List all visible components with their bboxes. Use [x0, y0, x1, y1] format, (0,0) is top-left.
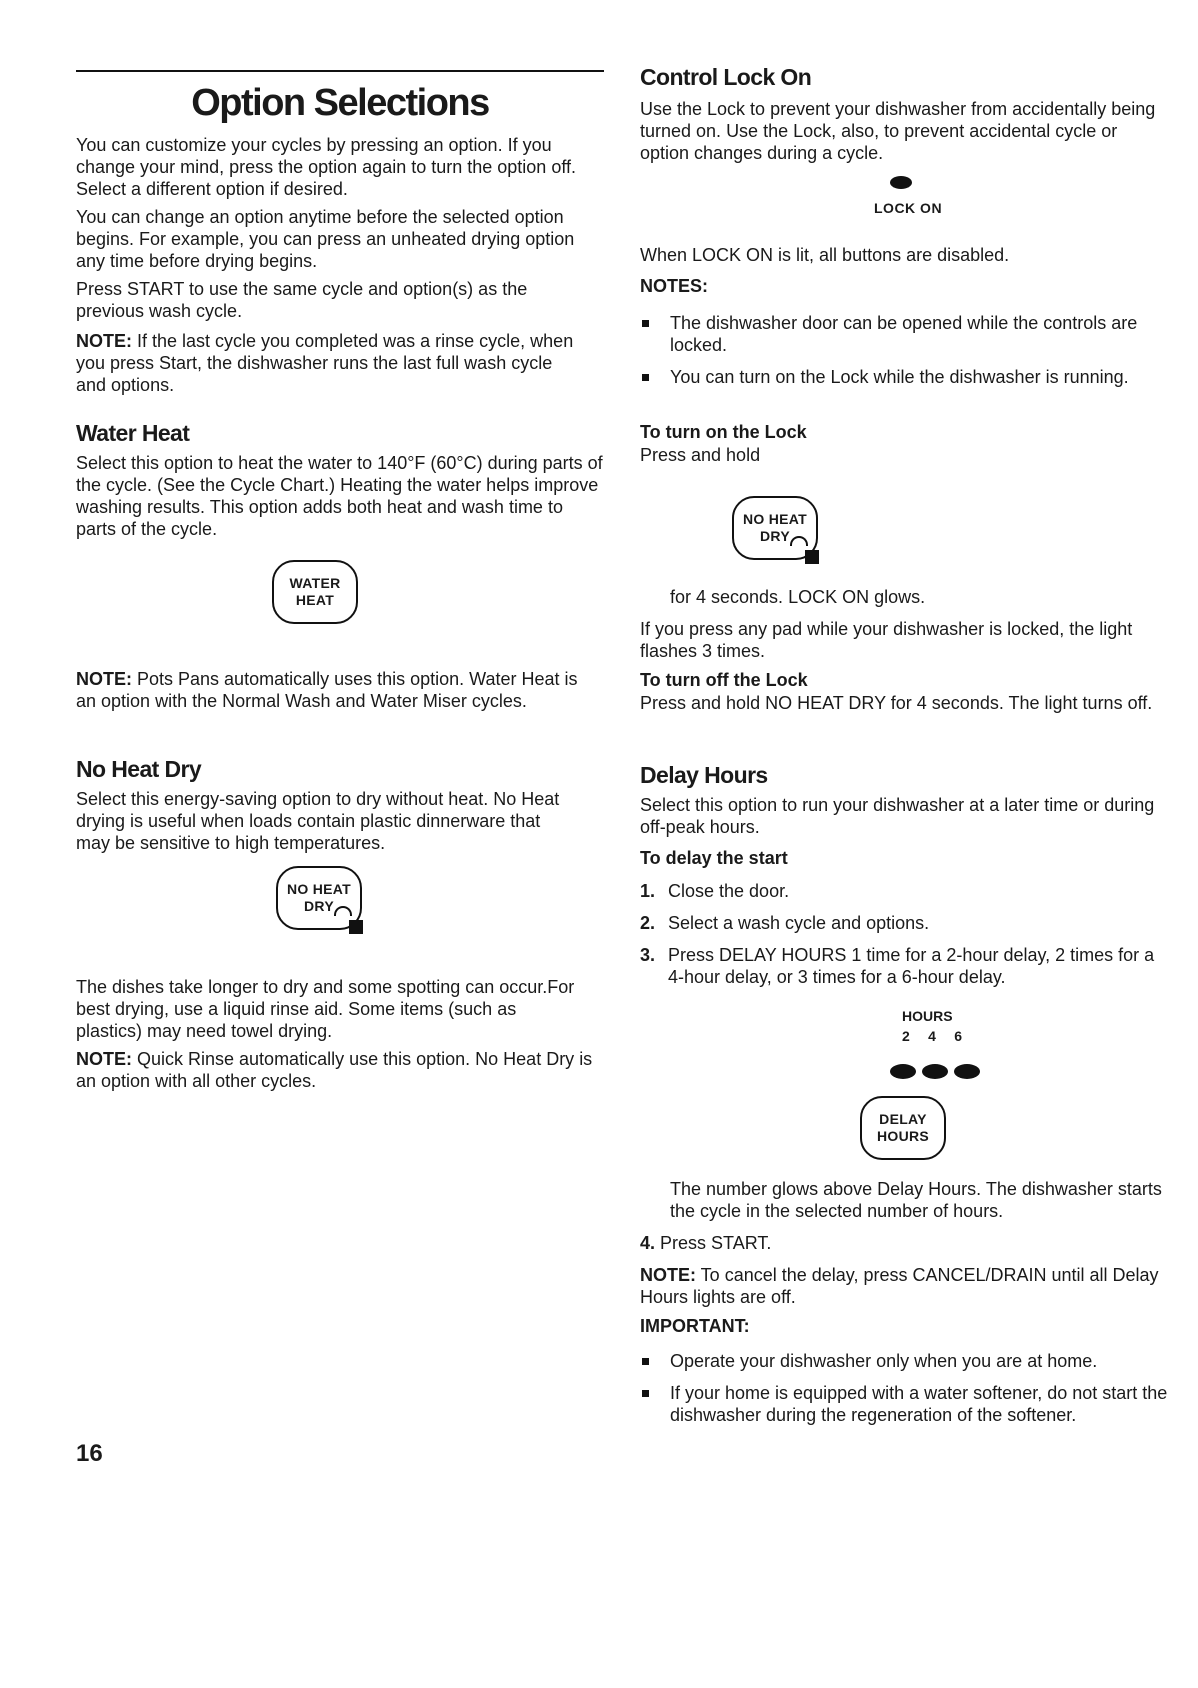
lock-on-light-icon [890, 176, 912, 194]
intro-paragraph-2: You can change an option anytime before the selected option begins. For example, you can press an unheated drying option any time before drying begins. [76, 207, 575, 271]
delay-hours-body: Select this option to run your dishwasher at a later time or during off-peak hours. [640, 795, 1155, 837]
control-lock-heading: Control Lock On [640, 64, 812, 90]
turn-on-lock-text: Press and hold [640, 445, 761, 465]
hours-value: 4 [928, 1028, 936, 1044]
delay-hours-heading: Delay Hours [640, 762, 768, 788]
note-item: The dishwasher door can be opened while the controls are locked. [640, 312, 1168, 356]
step-item [640, 880, 1168, 902]
notes-label: NOTES: [640, 276, 709, 296]
water-heat-note-label: NOTE: [76, 669, 132, 689]
water-heat-button-line2: HEAT [295, 592, 335, 608]
no-heat-dry-note-label: NOTE: [76, 1049, 132, 1069]
step-text: Close the door. [668, 881, 790, 901]
lock-button-line2: DRY [760, 528, 790, 544]
step-item [640, 912, 1168, 934]
delay-button-line2: HOURS [876, 1128, 930, 1144]
delay-start-heading: To delay the start [640, 848, 788, 868]
page-title: Option Selections [191, 82, 489, 124]
intro-paragraph-3: Press START to use the same cycle and option(s) as the previous wash cycle. [76, 279, 528, 321]
page-number: 16 [76, 1440, 103, 1467]
delay-hours-button[interactable] [860, 1096, 946, 1160]
no-heat-dry-button-line2: DRY [304, 898, 334, 914]
water-heat-note [76, 668, 586, 712]
indicator-light-icon [790, 536, 808, 546]
delay-glow-text: The number glows above Delay Hours. The dishwasher starts the cycle in the selected number of hours. [670, 1179, 1162, 1221]
title-rule [76, 70, 604, 72]
hours-value: 2 [902, 1028, 910, 1044]
lock-on-label: LOCK ON [874, 200, 943, 216]
intro-note-label: NOTE: [76, 331, 132, 351]
hours-light-icon [922, 1064, 948, 1079]
control-lock-notes [640, 312, 1168, 398]
lock-glow-text: for 4 seconds. LOCK ON glows. [670, 587, 926, 607]
turn-on-lock-heading: To turn on the Lock [640, 422, 807, 442]
no-heat-dry-button[interactable] [276, 866, 362, 930]
hours-lights [890, 1064, 980, 1079]
intro-note [76, 330, 586, 396]
step-number: 1. [640, 881, 656, 901]
hours-value: 6 [954, 1028, 962, 1044]
no-heat-dry-note-text: Quick Rinse automatically use this option. No Heat Dry is an option with all other cycles. [76, 1049, 593, 1091]
no-heat-dry-heading: No Heat Dry [76, 756, 202, 782]
delay-button-line1: DELAY [879, 1111, 927, 1127]
intro-note-text: If the last cycle you completed was a rinse cycle, when you press Start, the dishwasher runs the last full wash cycle and options. [76, 331, 574, 395]
note-item: You can turn on the Lock while the dishwasher is running. [640, 366, 1168, 388]
step-text: Press START. [660, 1233, 772, 1253]
important-item: Operate your dishwasher only when you are at home. [640, 1350, 1168, 1372]
delay-steps [640, 880, 1168, 998]
water-heat-button[interactable] [272, 560, 358, 624]
step-text: Press DELAY HOURS 1 time for a 2-hour delay, 2 times for a 4-hour delay, or 3 times for a 6-hour delay. [668, 945, 1155, 987]
water-heat-heading: Water Heat [76, 420, 190, 446]
indicator-light-icon [334, 906, 352, 916]
step-item [640, 1232, 1168, 1254]
turn-off-lock-text: Press and hold NO HEAT DRY for 4 seconds. The light turns off. [640, 693, 1153, 713]
hours-light-icon [954, 1064, 980, 1079]
important-item: If your home is equipped with a water softener, do not start the dishwasher during the regeneration of the softener. [640, 1382, 1168, 1426]
important-list [640, 1350, 1168, 1436]
step-number: 2. [640, 913, 656, 933]
step-number: 4. [640, 1233, 656, 1253]
lock-flash-text: If you press any pad while your dishwasher is locked, the light flashes 3 times. [640, 619, 1133, 661]
no-heat-dry-body: Select this energy-saving option to dry without heat. No Heat drying is useful when loads contain plastic dinnerware that may be sensitive to high temperatures. [76, 789, 560, 853]
water-heat-note-text: Pots Pans automatically uses this option. Water Heat is an option with the Normal Wash and Water Miser cycles. [76, 669, 578, 711]
step-text: Select a wash cycle and options. [668, 913, 930, 933]
water-heat-button-line1: WATER [289, 575, 341, 591]
delay-note [640, 1264, 1168, 1308]
step-item [640, 944, 1168, 988]
delay-note-label: NOTE: [640, 1265, 696, 1285]
hours-label: HOURS [902, 1008, 953, 1024]
delay-note-text: To cancel the delay, press CANCEL/DRAIN until all Delay Hours lights are off. [640, 1265, 1159, 1307]
hours-light-icon [890, 1064, 916, 1079]
no-heat-dry-button-line1: NO HEAT [286, 881, 352, 897]
water-heat-body: Select this option to heat the water to 140°F (60°C) during parts of the cycle. (See the Cycle Chart.) Heating the water helps improve washing results. This option adds both heat and wash time to parts of the cycle. [76, 453, 603, 539]
intro-paragraph-1: You can customize your cycles by pressing an option. If you change your mind, press the option again to turn the option off. Select a different option if desired. [76, 135, 577, 199]
no-heat-dry-body-2: The dishes take longer to dry and some spotting can occur.For best drying, use a liquid rinse aid. Some items (such as plastics) may need towel drying. [76, 977, 575, 1041]
no-heat-dry-lock-button[interactable] [732, 496, 818, 560]
lock-on-lit-text: When LOCK ON is lit, all buttons are disabled. [640, 245, 1010, 265]
indicator-square-icon [349, 920, 363, 934]
indicator-square-icon [805, 550, 819, 564]
important-label: IMPORTANT: [640, 1316, 750, 1336]
lock-button-line1: NO HEAT [742, 511, 808, 527]
control-lock-body: Use the Lock to prevent your dishwasher from accidentally being turned on. Use the Lock, also, to prevent accidental cycle or option changes during a cycle. [640, 99, 1156, 163]
no-heat-dry-note [76, 1048, 604, 1092]
hours-values [902, 1028, 962, 1044]
step-number: 3. [640, 945, 656, 965]
turn-off-lock-heading: To turn off the Lock [640, 670, 808, 690]
